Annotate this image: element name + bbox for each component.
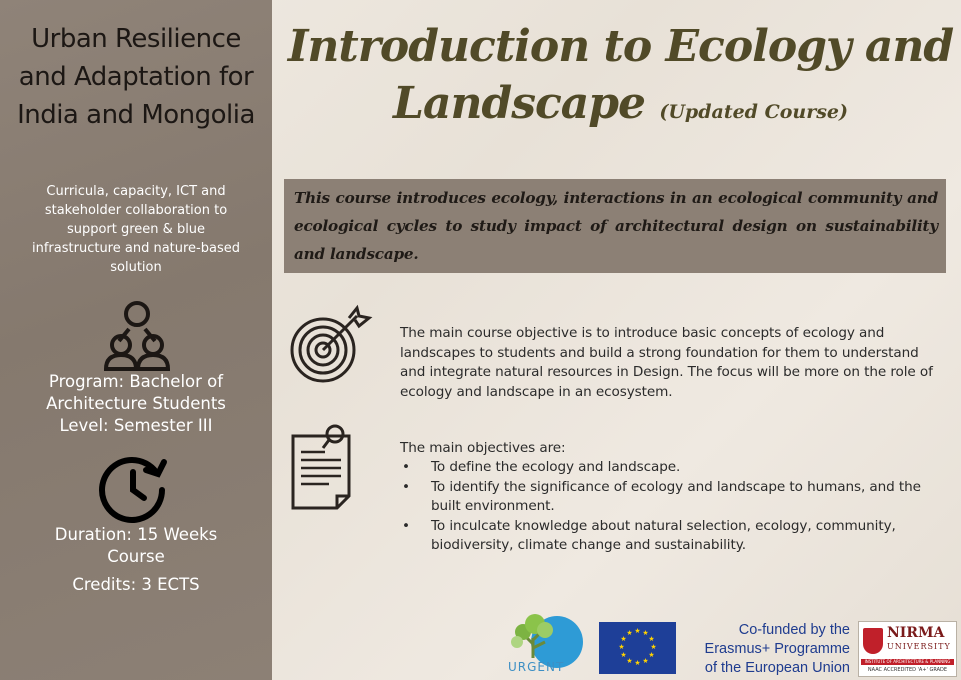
svg-text:★: ★: [634, 627, 641, 635]
people-icon: [103, 299, 171, 371]
svg-text:★: ★: [620, 651, 627, 659]
title-line1: Introduction to Ecology and: [287, 21, 954, 72]
level-text: Level: Semester III: [59, 416, 213, 435]
svg-text:★: ★: [618, 643, 625, 651]
project-title: Urban Resilience and Adaptation for India and Mongolia: [17, 24, 255, 130]
objectives-list: [400, 458, 945, 556]
title-line2-wrap: [280, 75, 961, 141]
eu-cofunded-text: [684, 621, 850, 678]
duration-info: [10, 524, 262, 596]
list-item: [400, 478, 945, 517]
objective-text: To identify the significance of ecology and landscape to humans, and the built environment.: [431, 478, 921, 514]
eu-line2: Erasmus+ Programme: [704, 641, 850, 657]
objective-paragraph: The main course objective is to introduce basic concepts of ecology and landscapes to students and build a strong foundation for them to understand and integrate natural resources in Design. The focus will be more on the role of ecology and landscape in an ecosystem.: [400, 325, 933, 400]
nirma-institute: INSTITUTE OF ARCHITECTURE & PLANNING: [861, 659, 954, 665]
program-info: [10, 371, 262, 437]
svg-text:★: ★: [642, 629, 649, 637]
duration-line2: Course: [107, 547, 165, 566]
bullet: •: [402, 517, 410, 534]
nirma-name: NIRMA: [887, 625, 945, 641]
nirma-crest-icon: [863, 628, 883, 654]
title-line2: Landscape: [393, 78, 646, 129]
program-line1: Program: Bachelor of: [48, 372, 224, 391]
eu-line1: Co-funded by the: [738, 622, 850, 638]
objective-text: To define the ecology and landscape.: [431, 459, 681, 475]
svg-text:★: ★: [648, 635, 655, 643]
intro-box: [284, 179, 946, 273]
svg-text:★: ★: [648, 651, 655, 659]
eu-stars: [599, 622, 676, 674]
eu-flag-icon: [599, 622, 676, 674]
document-search-icon: [289, 424, 361, 510]
duration-line1: Duration: 15 Weeks: [54, 525, 218, 544]
nirma-logo: [858, 621, 957, 677]
bullet: •: [402, 459, 410, 475]
urgent-logo-text: URGENT: [508, 660, 565, 674]
credits-text: Credits: 3 ECTS: [72, 575, 200, 594]
sidebar: [0, 0, 272, 680]
intro-text: This course introduces ecology, interactions in an ecological community and ecological cycles to study impact of architectural design on sustainability and landscape.: [294, 189, 938, 263]
objective-text: To inculcate knowledge about natural selection, ecology, community, biodiversity, climate change and sustainability.: [431, 517, 896, 553]
list-item: [400, 517, 945, 556]
svg-text:★: ★: [634, 659, 641, 667]
nirma-accreditation: NAAC ACCREDITED 'A+' GRADE: [867, 667, 948, 673]
bullet: •: [402, 478, 410, 495]
objectives-heading: The main objectives are:: [400, 440, 566, 456]
title-note: (Updated Course): [659, 101, 848, 123]
program-line2: Architecture Students: [46, 394, 226, 413]
target-icon: [289, 304, 373, 386]
course-title: [280, 18, 961, 141]
project-subtitle: Curricula, capacity, ICT and stakeholder collaboration to support green & blue infrastructure and nature-based solution: [32, 184, 240, 275]
nirma-university: UNIVERSITY: [887, 642, 951, 651]
eu-line3: of the European Union: [704, 660, 850, 676]
svg-text:★: ★: [626, 657, 633, 665]
clock-icon: [98, 452, 170, 524]
svg-text:★: ★: [642, 657, 649, 665]
svg-text:★: ★: [626, 629, 633, 637]
svg-text:★: ★: [620, 635, 627, 643]
list-item: [400, 458, 945, 478]
svg-text:★: ★: [650, 643, 657, 651]
